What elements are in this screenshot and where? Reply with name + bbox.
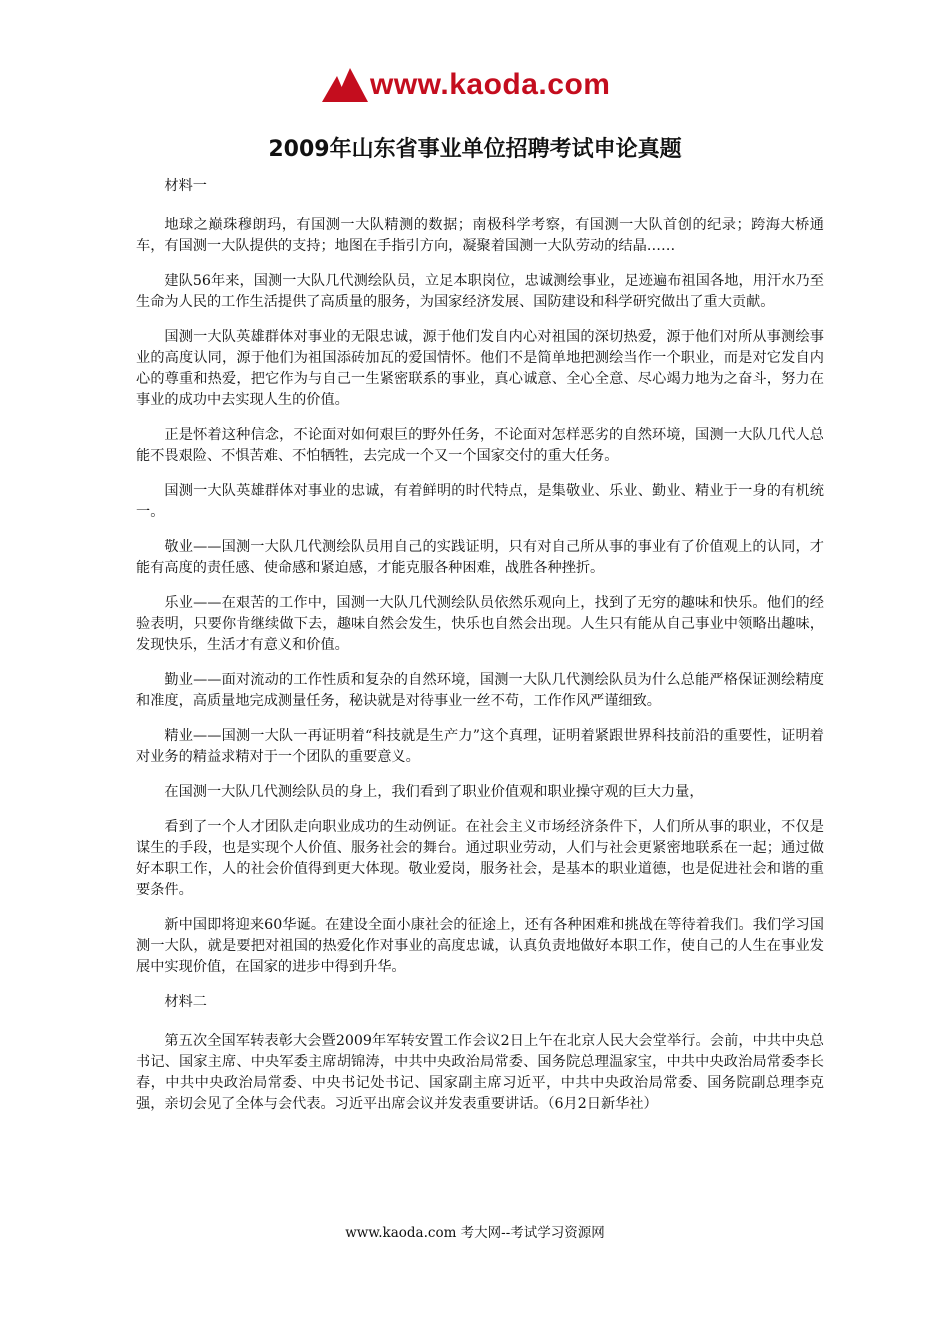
paragraph: 第五次全国军转表彰大会暨2009年军转安置工作会议2日上午在北京人民大会堂举行。会前，中共中央总书记、国家主席、中央军委主席胡锦涛，中共中央政治局常委、国务院总理温家宝，中共中央政治局常委李长春，中共中央政治局常委、中央书记处书记、国家副主席习近平，中共中央政治局常委、国务院副总理李克强，亲切会见了全体与会代表。习近平出席会议并发表重要讲话。（6月2日新华社） [136,1033,824,1112]
paragraph: 新中国即将迎来60华诞。在建设全面小康社会的征途上，还有各种困难和挑战在等待着我们。我们学习国测一大队，就是要把对祖国的热爱化作对事业的高度忠诚，认真负责地做好本职工作，使自己的人生在事业发展中实现价值，在国家的进步中得到升华。 [136,917,824,975]
paragraph: 地球之巅珠穆朗玛，有国测一大队精测的数据；南极科学考察，有国测一大队首创的纪录；跨海大桥通车，有国测一大队提供的支持；地图在手指引方向，凝聚着国测一大队劳动的结晶…… [136,217,824,254]
paragraph: 乐业——在艰苦的工作中，国测一大队几代测绘队员依然乐观向上，找到了无穷的趣味和快乐。他们的经验表明，只要你肯继续做下去，趣味自然会发生，快乐也自然会出现。人生只有能从自己事业中领略出趣味，发现快乐，生活才有意义和价值。 [136,595,824,653]
section-label: 材料一 [164,178,207,194]
paragraph: 正是怀着这种信念，不论面对如何艰巨的野外任务，不论面对怎样恶劣的自然环境，国测一大队几代人总能不畏艰险、不惧苦难、不怕牺牲，去完成一个又一个国家交付的重大任务。 [136,427,824,464]
page-footer: www.kaoda.com 考大网--考试学习资源网 [345,1225,605,1241]
section-label: 材料二 [164,994,207,1010]
paragraph: 国测一大队英雄群体对事业的忠诚，有着鲜明的时代特点，是集敬业、乐业、勤业、精业于一身的有机统一。 [136,483,824,520]
document-title: 2009年山东省事业单位招聘考试申论真题 [268,137,682,162]
paragraph: 勤业——面对流动的工作性质和复杂的自然环境，国测一大队几代测绘队员为什么总能严格保证测绘精度和准度，高质量地完成测量任务，秘诀就是对待事业一丝不苟，工作作风严谨细致。 [136,672,824,709]
paragraph: 建队56年来，国测一大队几代测绘队员，立足本职岗位，忠诚测绘事业，足迹遍布祖国各地，用汗水乃至生命为人民的工作生活提供了高质量的服务，为国家经济发展、国防建设和科学研究做出了重大贡献。 [136,273,824,310]
paragraph: 精业——国测一大队一再证明着“科技就是生产力”这个真理，证明着紧跟世界科技前沿的重要性，证明着对业务的精益求精对于一个团队的重要意义。 [136,728,824,765]
paragraph: 国测一大队英雄群体对事业的无限忠诚，源于他们发自内心对祖国的深切热爱，源于他们对所从事测绘事业的高度认同，源于他们为祖国添砖加瓦的爱国情怀。他们不是简单地把测绘当作一个职业，而是对它发自内心的尊重和热爱，把它作为与自己一生紧密联系的事业，真心诚意、全心全意、尽心竭力地为之奋斗，努力在事业的成功中去实现人生的价值。 [136,329,824,408]
paragraph: 敬业——国测一大队几代测绘队员用自己的实践证明，只有对自己所从事的事业有了价值观上的认同，才能有高度的责任感、使命感和紧迫感，才能克服各种困难，战胜各种挫折。 [136,539,824,576]
document-body [136,176,824,1129]
paragraph: 看到了一个人才团队走向职业成功的生动例证。在社会主义市场经济条件下，人们所从事的职业，不仅是谋生的手段，也是实现个人价值、服务社会的舞台。通过职业劳动，人们与社会更紧密地联系在一起；通过做好本职工作，人的社会价值得到更大体现。敬业爱岗，服务社会，是基本的职业道德，也是促进社会和谐的重要条件。 [136,819,824,898]
logo-mark-icon [322,68,368,102]
site-logo [322,66,642,104]
paragraph: 在国测一大队几代测绘队员的身上，我们看到了职业价值观和职业操守观的巨大力量， [164,784,704,800]
logo-text: www.kaoda.com [370,68,611,101]
